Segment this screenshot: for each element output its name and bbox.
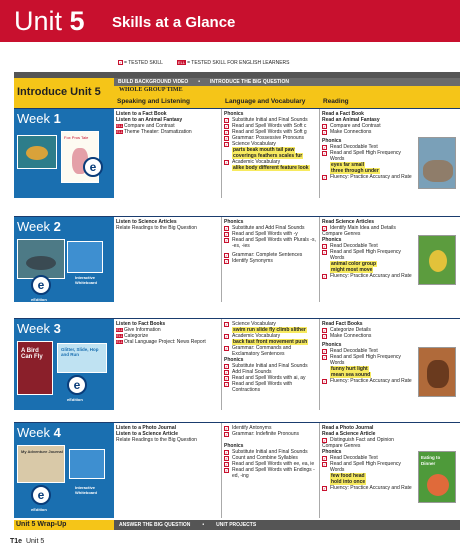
book-cover-seal — [17, 239, 65, 279]
skill-item — [224, 321, 317, 327]
skill-text: Read and Spell Words with Plurals -s, -es, -ies — [232, 237, 316, 249]
week-1-reading — [320, 109, 460, 198]
week-3-speaking — [114, 319, 222, 410]
skill-text: Read and Spell High Frequency Words — [330, 150, 401, 162]
whiteboard-label: Interactive Whiteboard — [75, 275, 97, 285]
skill-text: Compare and Contrast — [124, 123, 175, 129]
heading: Listen to a Fact Book — [116, 111, 167, 117]
skill-text: Relate Readings to the Big Question — [116, 225, 197, 231]
vocab-words: swim run slide fly climb slither — [233, 327, 306, 333]
check-icon: ✓ — [323, 354, 327, 360]
animal-image — [427, 360, 449, 388]
skill-text: Read and Spell Words with Endings -ed, -ing — [232, 467, 315, 479]
week-2-panel — [14, 217, 114, 302]
legend-tested — [118, 60, 163, 66]
skill-text: Grammar: Complete Sentences — [232, 252, 303, 258]
skill-text: Categorize Details — [330, 327, 371, 333]
check-icon: ✓ — [225, 231, 229, 237]
check-icon: ✓ — [323, 485, 327, 491]
skill-item — [322, 354, 414, 366]
skill-text: Substitute Initial and Final Sounds — [232, 117, 308, 123]
skill-item — [322, 150, 414, 162]
check-icon: ✓ — [225, 333, 229, 339]
wrap-up-bar — [114, 520, 460, 530]
week-1-panel — [14, 109, 114, 198]
week-word: Week — [17, 425, 50, 440]
check-icon: ✓ — [323, 461, 327, 467]
skill-text: Read and Spell Words with Soft g — [232, 129, 307, 135]
skill-text: Relate Readings to the Big Question — [116, 437, 197, 443]
week-2-speaking — [114, 217, 222, 302]
skill-item — [224, 345, 317, 357]
skill-text: Read Decodable Text — [330, 144, 378, 150]
week-label — [17, 111, 61, 126]
skill-text: Compare Genres — [322, 231, 361, 237]
skill-item — [322, 333, 414, 339]
ell-badge-icon: ELL — [116, 123, 123, 128]
book-cover-journal — [17, 445, 65, 483]
check-icon: ✓ — [225, 431, 229, 437]
skill-text: Science Vocabulary — [232, 141, 276, 147]
week-1-speaking — [114, 109, 222, 198]
col-header-reading: Reading — [320, 94, 460, 108]
col-header-language: Language and Vocabulary — [222, 94, 320, 108]
heading: Listen to Fact Books — [116, 321, 166, 327]
week-4-speaking — [114, 423, 222, 518]
skill-item — [224, 333, 317, 339]
week-3-row — [14, 318, 460, 410]
week-2-reading — [320, 217, 460, 302]
skill-item — [224, 258, 317, 264]
vocab-words: coverings feathers scales fur — [233, 153, 303, 159]
heading: Read a Photo Journal — [322, 425, 374, 431]
legend-tested-el-text: = TESTED SKILL FOR ENGLISH LEARNERS — [187, 60, 290, 66]
page-label: Unit 5 — [25, 538, 45, 545]
check-icon: ✓ — [225, 237, 229, 243]
skill-text: Read and Spell High Frequency Words — [330, 461, 401, 473]
decodable-book-cover — [418, 235, 456, 285]
skill-text: Read and Spell Words with Soft c — [232, 123, 307, 129]
check-icon: ✓ — [225, 258, 229, 264]
book-covers — [17, 341, 111, 402]
page-num: T1e — [10, 538, 23, 545]
skill-text: Fluency: Practice Accuracy and Rate — [330, 273, 412, 279]
heading: Listen to an Animal Fantasy — [116, 117, 183, 123]
check-icon: ✓ — [225, 455, 229, 461]
check-icon: ✓ — [323, 150, 327, 156]
skill-text: Fluency: Practice Accuracy and Rate — [330, 485, 412, 491]
ell-badge-icon: ELL — [116, 129, 123, 134]
unit-word: Unit — [14, 6, 63, 36]
frog-image — [429, 250, 447, 272]
check-icon: ✓ — [323, 333, 327, 339]
skill-text: Distinguish Fact and Opinion — [330, 437, 394, 443]
heading: Read a Fact Book — [322, 111, 364, 117]
skill-text: Make Connections — [330, 333, 372, 339]
check-icon: ✓ — [323, 144, 327, 150]
heading: Phonics — [322, 342, 342, 348]
seal-image — [26, 256, 56, 270]
week-number: 4 — [53, 425, 61, 440]
week-2-row — [14, 216, 460, 302]
week-word: Week — [17, 111, 50, 126]
page-header — [0, 0, 460, 42]
check-icon: ✓ — [225, 141, 229, 147]
vocab-words: alike body different feature look — [233, 165, 309, 171]
col-header-speaking: Speaking and Listening — [114, 94, 222, 108]
heading: Phonics — [224, 357, 244, 363]
build-background-video: BUILD BACKGROUND VIDEO — [118, 79, 189, 85]
bar-separator: • — [198, 79, 201, 85]
skill-text: Substitute and Add Final Sounds — [232, 225, 305, 231]
skill-item — [322, 225, 414, 231]
ell-badge-icon: ELL — [116, 333, 123, 338]
book-cover-science — [69, 449, 105, 479]
hf-words: hold into once — [331, 479, 366, 485]
check-icon: ✓ — [225, 225, 229, 231]
eedition-label: eEdition — [83, 179, 99, 184]
hf-words: three through under — [331, 168, 379, 174]
check-icon: ✓ — [323, 174, 327, 180]
check-icon: ✓ — [323, 243, 327, 249]
week-word: Week — [17, 219, 50, 234]
week-label — [17, 425, 61, 440]
check-icon: ✓ — [225, 467, 229, 473]
skill-item — [224, 141, 317, 147]
week-2-language — [222, 217, 320, 302]
eedition-icon: e — [31, 275, 51, 295]
check-icon: ✓ — [225, 135, 229, 141]
skill-text: Read and Spell Words with ee, ea, ie — [232, 461, 315, 467]
skill-item — [322, 437, 414, 443]
hf-words: might most move — [331, 267, 373, 273]
whiteboard-label: Interactive Whiteboard — [75, 485, 97, 495]
heading: Listen to a Science Article — [116, 431, 179, 437]
heading: Read Fact Books — [322, 321, 363, 327]
check-icon: ✓ — [225, 345, 229, 351]
check-icon: ✓ — [323, 249, 327, 255]
check-icon: ✓ — [225, 117, 229, 123]
skill-text: Compare Genres — [322, 443, 361, 449]
skill-text: Grammar: Commands and Exclamatory Sentences — [232, 345, 292, 357]
skill-item — [322, 273, 414, 279]
skill-text: Academic Vocabulary — [232, 333, 281, 339]
skill-text: Identify Main Idea and Details — [330, 225, 396, 231]
introduce-big-question: INTRODUCE THE BIG QUESTION — [210, 79, 289, 85]
check-icon: ✓ — [225, 123, 229, 129]
week-1-row — [14, 108, 460, 198]
skill-text: Fluency: Practice Accuracy and Rate — [330, 174, 412, 180]
eedition-label: eEdition — [67, 397, 83, 402]
decodable-book-cover — [418, 451, 456, 503]
heading: Phonics — [224, 111, 244, 117]
skill-text: Read and Spell High Frequency Words — [330, 354, 401, 366]
heading: Listen to Science Articles — [116, 219, 177, 225]
book-covers — [17, 445, 111, 512]
book-covers — [17, 131, 111, 185]
skill-item — [224, 431, 317, 437]
book-cover-science — [67, 241, 103, 273]
skill-item — [224, 467, 317, 479]
book-title: My Adventure Journal — [21, 449, 63, 454]
intro-bar — [114, 78, 460, 86]
skill-item — [224, 237, 317, 249]
check-icon: ✓ — [225, 369, 229, 375]
week-word: Week — [17, 321, 50, 336]
skill-text: Read and Spell Words with -y — [232, 231, 298, 237]
check-icon: ✓ — [225, 425, 229, 431]
unit-projects: UNIT PROJECTS — [216, 522, 257, 528]
eedition-label: eEdition — [31, 297, 47, 302]
vocab-words: back fast front movement push — [233, 339, 308, 345]
skill-text: Academic Vocabulary — [232, 159, 281, 165]
hf-words: animal color group — [331, 261, 377, 267]
book-title: Eating to Dinner — [421, 455, 441, 466]
week-label — [17, 219, 61, 234]
skill-item — [322, 461, 414, 473]
check-icon: ✓ — [323, 273, 327, 279]
unit-title — [14, 6, 85, 37]
skill-text: Read and Spell Words with Contractions — [232, 381, 293, 393]
rhino-image — [423, 160, 453, 182]
check-icon: ✓ — [225, 363, 229, 369]
hf-words: eyes far small — [331, 162, 365, 168]
decodable-book-cover — [418, 137, 456, 189]
check-icon: ✓ — [225, 381, 229, 387]
check-icon: ✓ — [225, 159, 229, 165]
week-3-reading — [320, 319, 460, 410]
skill-text: Substitute Initial and Final Sounds — [232, 449, 308, 455]
week-number: 1 — [53, 111, 61, 126]
check-icon: ✓ — [225, 449, 229, 455]
check-icon: ✓ — [323, 225, 327, 231]
eedition-label: eEdition — [31, 507, 47, 512]
check-icon: ✓ — [225, 129, 229, 135]
intro-title: Introduce Unit 5 — [14, 78, 114, 108]
check-icon: ✓ — [323, 455, 327, 461]
legend-tested-el — [177, 60, 290, 66]
skill-text: Substitute Initial and Final Sounds — [232, 363, 308, 369]
skill-text: Give Information — [124, 327, 161, 333]
check-icon: ✓ — [323, 378, 327, 384]
check-icon: ✓ — [119, 60, 123, 66]
week-1-language — [222, 109, 320, 198]
bar-separator: • — [202, 522, 205, 528]
check-icon: ✓ — [323, 437, 327, 443]
skill-text: Grammar: Possessive Pronouns — [232, 135, 304, 141]
intro-band — [14, 78, 460, 108]
page-number — [10, 538, 44, 545]
decodable-book-cover — [418, 347, 456, 397]
skill-text: Grammar: Indefinite Pronouns — [232, 431, 299, 437]
week-3-language — [222, 319, 320, 410]
book-covers — [17, 239, 111, 302]
heading: Read an Animal Fantasy — [322, 117, 380, 123]
skill-text: Science Vocabulary — [232, 321, 276, 327]
skill-text: Oral Language Project: News Report — [124, 339, 206, 345]
skill-item — [116, 129, 219, 135]
heading: Phonics — [322, 237, 342, 243]
ell-badge-icon: ELL — [116, 327, 123, 332]
vocab-words: parts beak mouth tail paw — [233, 147, 295, 153]
answer-big-question: ANSWER THE BIG QUESTION — [119, 522, 191, 528]
page-subtitle: Skills at a Glance — [112, 14, 236, 31]
book-title: A Bird Can Fly — [21, 348, 43, 360]
skill-text: Count and Combine Syllables — [232, 455, 298, 461]
unit-number: 5 — [69, 6, 85, 36]
check-icon: ✓ — [323, 327, 327, 333]
week-number: 2 — [53, 219, 61, 234]
week-number: 3 — [53, 321, 61, 336]
wrap-up-title: Unit 5 Wrap-Up — [14, 520, 114, 530]
book-title: Fox Pros Tale — [64, 135, 89, 140]
skill-item — [322, 485, 414, 491]
skill-item — [322, 249, 414, 261]
hf-words: mean sea sound — [331, 372, 371, 378]
skill-text: Theme Theater: Dramatization — [124, 129, 192, 135]
skill-text: Read Decodable Text — [330, 348, 378, 354]
check-icon: ✓ — [323, 129, 327, 135]
week-4-row — [14, 422, 460, 518]
book-cover-glitter — [57, 343, 107, 373]
ell-badge-icon: ELL — [116, 339, 123, 344]
wrap-up-band — [14, 520, 460, 530]
eedition-icon: e — [83, 157, 103, 177]
legend — [118, 60, 289, 66]
skill-item — [224, 159, 317, 165]
heading: Phonics — [224, 219, 244, 225]
skill-text: Categorize — [124, 333, 149, 339]
lizard-image — [26, 146, 48, 160]
skill-text: Fluency: Practice Accuracy and Rate — [330, 378, 412, 384]
week-3-panel — [14, 319, 114, 410]
hf-words: few food head — [331, 473, 365, 479]
check-icon: ✓ — [225, 252, 229, 258]
eedition-icon: e — [31, 485, 51, 505]
skill-item — [224, 381, 317, 393]
skill-text: Compare and Contrast — [330, 123, 381, 129]
whole-group-time: WHOLE GROUP TIME — [114, 86, 460, 94]
check-icon: ✓ — [323, 123, 327, 129]
skill-text: Read Decodable Text — [330, 243, 378, 249]
skill-text: Identify Synonyms — [232, 258, 273, 264]
skill-item — [322, 174, 414, 180]
food-image — [427, 474, 449, 496]
check-icon: ✓ — [323, 348, 327, 354]
skill-text: Read Decodable Text — [330, 455, 378, 461]
week-label — [17, 321, 61, 336]
ell-badge-icon: ELL — [177, 60, 186, 65]
skill-text: Make Connections — [330, 129, 372, 135]
heading: Read a Science Article — [322, 431, 376, 437]
skill-text: Read and Spell High Frequency Words — [330, 249, 401, 261]
heading: Phonics — [322, 449, 342, 455]
hf-words: funny hurt light — [331, 366, 368, 372]
eedition-icon: e — [67, 375, 87, 395]
skill-text: Identify Antonyms — [232, 425, 272, 431]
week-4-panel — [14, 423, 114, 518]
week-4-language — [222, 423, 320, 518]
skill-item — [322, 129, 414, 135]
skill-item — [116, 339, 219, 345]
check-icon: ✓ — [225, 461, 229, 467]
heading: Read Science Articles — [322, 219, 375, 225]
heading: Phonics — [322, 138, 342, 144]
heading: Phonics — [224, 443, 244, 449]
book-cover-bird — [17, 341, 53, 395]
check-icon: ✓ — [225, 321, 229, 327]
book-title: Glitter, Slide, Hop and Run — [61, 347, 99, 357]
heading: Listen to a Photo Journal — [116, 425, 177, 431]
check-icon: ✓ — [225, 375, 229, 381]
week-4-reading — [320, 423, 460, 518]
skill-item — [322, 378, 414, 384]
legend-tested-text: = TESTED SKILL — [124, 60, 163, 66]
skill-text: Read and Spell Words with ai, ay — [232, 375, 306, 381]
skill-text: Add Final Sounds — [232, 369, 272, 375]
book-cover-reptile — [17, 135, 57, 169]
